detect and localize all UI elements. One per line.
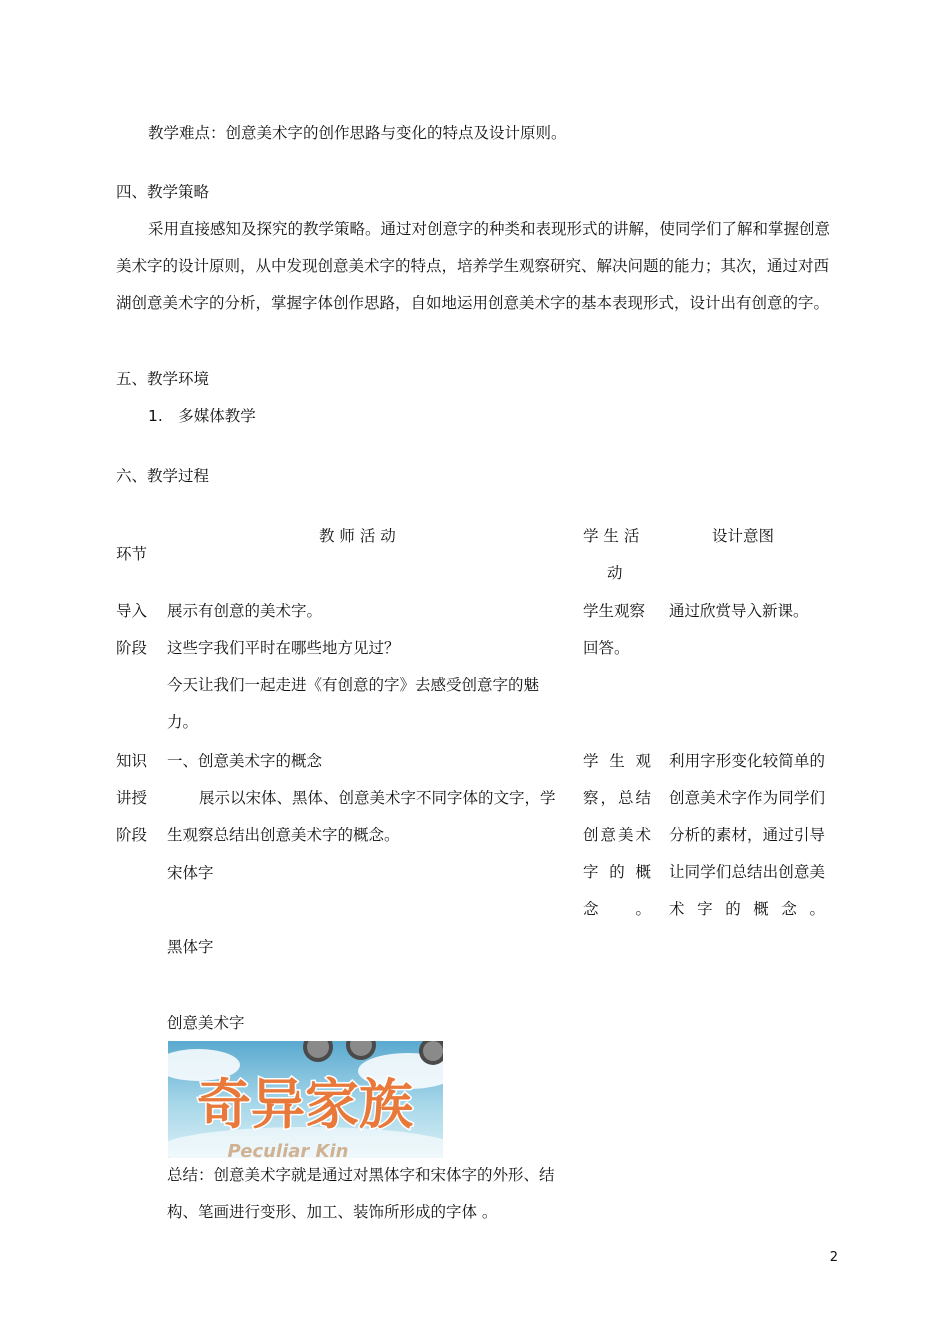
row1-stage-line1: 导入 xyxy=(116,602,148,620)
row1-teacher-line1: 展示有创意的美术字。 xyxy=(167,602,323,620)
row1-student-line1: 学生观察 xyxy=(583,602,646,620)
table-header-intent: 设计意图 xyxy=(712,527,775,545)
section-heading-strategy: 四、教学策略 xyxy=(116,183,210,201)
table-header-student-1: 学 生 活 xyxy=(583,527,640,545)
row2-teacher-body-block xyxy=(167,780,562,854)
label-song-ti: 宋体字 xyxy=(167,864,214,882)
row1-stage xyxy=(116,593,147,667)
row2-teacher-body: 展示以宋体、黑体、创意美术字不同字体的文字，学生观察总结出创意美术字的概念。 xyxy=(167,789,556,844)
table-header-stage: 环节 xyxy=(116,545,148,563)
row2-intent xyxy=(669,743,825,928)
row2-stage-line3: 阶段 xyxy=(116,826,148,844)
row1-teacher-line3: 今天让我们一起走进《有创意的字》去感受创意字的魅力。 xyxy=(167,676,540,731)
section-heading-process: 六、教学过程 xyxy=(116,467,210,485)
row1-teacher-line2: 这些字我们平时在哪些地方见过？ xyxy=(167,639,400,657)
strategy-paragraph xyxy=(116,211,838,322)
environment-item: 1. 多媒体教学 xyxy=(148,407,256,425)
row2-stage-line1: 知识 xyxy=(116,752,148,770)
row1-intent: 通过欣赏导入新课。 xyxy=(669,602,809,620)
table-header-student-2: 动 xyxy=(607,564,623,582)
row2-student xyxy=(583,743,651,928)
row1-stage-line2: 阶段 xyxy=(116,639,148,657)
row2-stage-line2: 讲授 xyxy=(116,789,148,807)
row2-summary-block xyxy=(167,1157,562,1231)
logo-title-text: 奇异家族 xyxy=(197,1073,413,1136)
creative-font-sample-image xyxy=(168,1041,443,1158)
table-header-teacher: 教 师 活 动 xyxy=(319,527,396,545)
row2-intent-text: 利用字形变化较简单的创意美术字作为同学们分析的素材，通过引导让同学们总结出创意美术字的概念。 xyxy=(669,752,825,918)
row1-student xyxy=(583,593,645,667)
row2-student-text: 学生观察，总结创意美术字的概念。 xyxy=(583,752,651,918)
row2-stage xyxy=(116,743,147,854)
label-creative-font: 创意美术字 xyxy=(167,1014,245,1032)
section-heading-environment: 五、教学环境 xyxy=(116,370,210,388)
row1-student-line2: 回答。 xyxy=(583,639,630,657)
row1-teacher xyxy=(167,593,562,741)
difficulty-line: 教学难点：创意美术字的创作思路与变化的特点及设计原则。 xyxy=(148,124,567,142)
row2-summary: 总结：创意美术字就是通过对黑体字和宋体字的外形、结构、笔画进行变形、加工、装饰所形成的字体 。 xyxy=(167,1166,555,1221)
logo-subtitle-text: Peculiar Kin xyxy=(227,1141,349,1158)
page-number: 2 xyxy=(829,1250,838,1265)
label-hei-ti: 黑体字 xyxy=(167,938,214,956)
strategy-body: 采用直接感知及探究的教学策略。通过对创意字的种类和表现形式的讲解，使同学们了解和掌握创意美术字的设计原则，从中发现创意美术字的特点，培养学生观察研究、解决问题的能力；其次，通过对西湖创意美术字的分析，掌握字体创作思路，自如地运用创意美术字的基本表现形式，设计出有创意的字。 xyxy=(116,220,831,312)
row2-teacher-heading: 一、创意美术字的概念 xyxy=(167,752,323,770)
